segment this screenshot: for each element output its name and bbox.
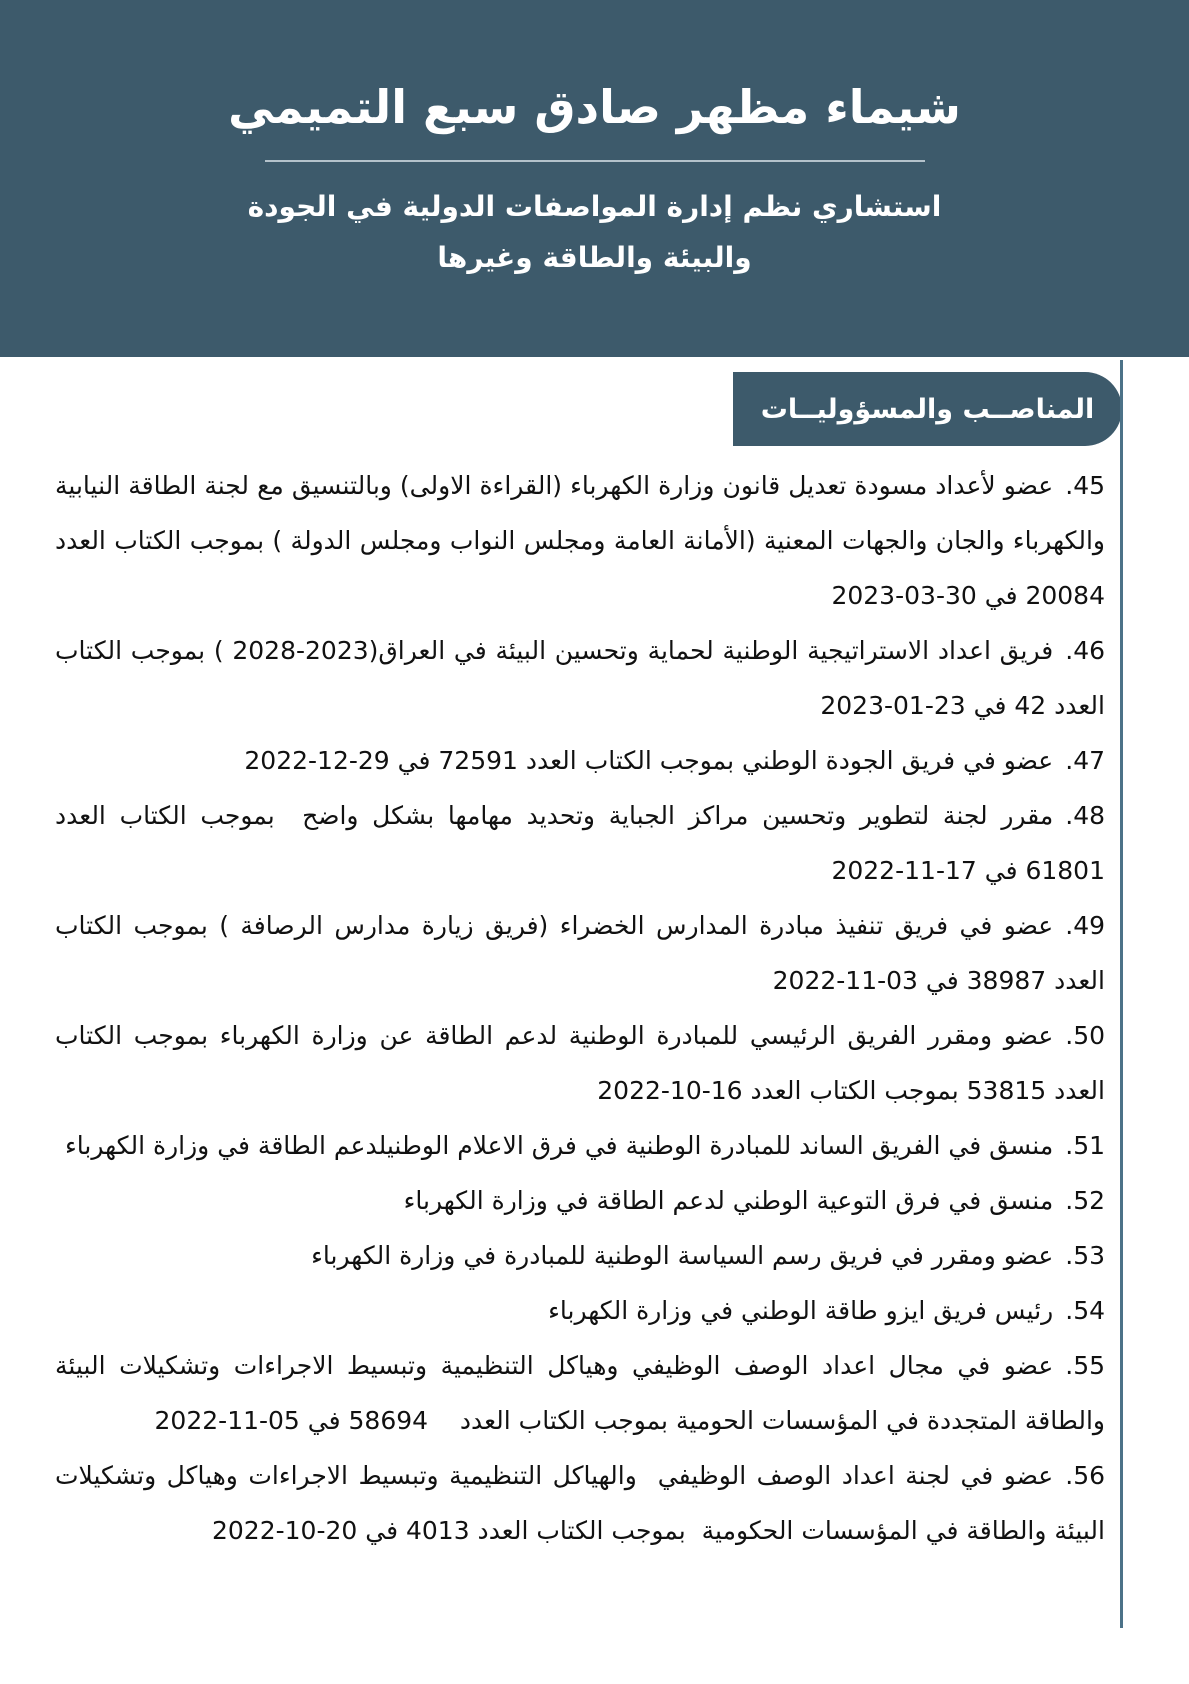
list-item-number: 47.	[1065, 746, 1105, 775]
section-title-pill	[733, 372, 1122, 446]
list-item-text: عضو في فريق الجودة الوطني بموجب الكتاب العدد 72591 في 29-12-2022	[244, 746, 1054, 775]
person-title-line1: استشاري نظم إدارة المواصفات الدولية في الجودة	[247, 190, 942, 224]
person-title	[248, 182, 942, 283]
list-item-text: مقرر لجنة لتطوير وتحسين مراكز الجباية وتحديد مهامها بشكل واضح بموجب الكتاب العدد 61801 في 17-11-2022	[55, 801, 1105, 885]
list-item-number: 52.	[1065, 1186, 1105, 1215]
accent-vertical-rule	[1120, 360, 1123, 1628]
list-item	[55, 458, 1105, 623]
list-item-text: رئيس فريق ايزو طاقة الوطني في وزارة الكهرباء	[548, 1296, 1054, 1325]
header	[0, 0, 1189, 357]
list-item-number: 48.	[1065, 801, 1105, 830]
list-item-number: 46.	[1065, 636, 1105, 665]
list-item-number: 50.	[1065, 1021, 1105, 1050]
list-item-text: عضو في لجنة اعداد الوصف الوظيفي والهياكل التنظيمية وتبسيط الاجراءات وهياكل وتشكيلات البيئة والطاقة في المؤسسات الحكومية بموجب الكتاب العدد 4013 في 20-10-2022	[55, 1461, 1105, 1545]
list-item	[55, 1008, 1105, 1118]
list-item-text: عضو ومقرر في فريق رسم السياسة الوطنية للمبادرة في وزارة الكهرباء	[311, 1241, 1054, 1270]
list-item	[55, 623, 1105, 733]
list-item-number: 54.	[1065, 1296, 1105, 1325]
list-item-number: 53.	[1065, 1241, 1105, 1270]
person-name: شيماء مظهر صادق سبع التميمي	[228, 80, 961, 135]
section-title: المناصــب والمسؤوليــات	[760, 393, 1095, 425]
list-item	[55, 1228, 1105, 1283]
section-header-row	[0, 372, 1189, 446]
list-item-number: 56.	[1065, 1461, 1105, 1490]
list-item-text: عضو في فريق تنفيذ مبادرة المدارس الخضراء (فريق زيارة مدارس الرصافة ) بموجب الكتاب العدد 38987 في 03-11-2022	[55, 911, 1105, 995]
list-item	[55, 733, 1105, 788]
list-item-number: 51.	[1065, 1131, 1105, 1160]
positions-list	[55, 458, 1105, 1558]
list-item	[55, 1448, 1105, 1558]
list-item	[55, 788, 1105, 898]
list-item-number: 45.	[1065, 471, 1105, 500]
list-item-number: 55.	[1065, 1351, 1105, 1380]
list-item-text: عضو في مجال اعداد الوصف الوظيفي وهياكل التنظيمية وتبسيط الاجراءات وتشكيلات البيئة والطاقة المتجددة في المؤسسات الحومية بموجب الكتاب العدد 58694 في 05-11-2022	[55, 1351, 1105, 1435]
list-item-number: 49.	[1065, 911, 1105, 940]
list-item	[55, 1283, 1105, 1338]
list-item	[55, 1173, 1105, 1228]
list-item	[55, 898, 1105, 1008]
list-item-text: عضو لأعداد مسودة تعديل قانون وزارة الكهرباء (القراءة الاولى) وبالتنسيق مع لجنة الطاقة النيابية والكهرباء والجان والجهات المعنية (الأمانة العامة ومجلس النواب ومجلس الدولة ) بموجب الكتاب العدد 20084 في 30-03-2023	[55, 471, 1105, 610]
list-item-text: عضو ومقرر الفريق الرئيسي للمبادرة الوطنية لدعم الطاقة عن وزارة الكهرباء بموجب الكتاب العدد 53815 بموجب الكتاب العدد 16-10-2022	[55, 1021, 1105, 1105]
list-item-text: منسق في الفريق الساند للمبادرة الوطنية في فرق الاعلام الوطنيلدعم الطاقة في وزارة الكهرباء	[65, 1131, 1054, 1160]
list-item	[55, 1338, 1105, 1448]
header-divider	[265, 160, 925, 162]
list-item-text: منسق في فرق التوعية الوطني لدعم الطاقة في وزارة الكهرباء	[403, 1186, 1054, 1215]
list-item-text: فريق اعداد الاستراتيجية الوطنية لحماية وتحسين البيئة في العراق(2023-2028 ) بموجب الكتاب العدد 42 في 23-01-2023	[55, 636, 1105, 720]
person-title-line2: والبيئة والطاقة وغيرها	[437, 240, 752, 274]
list-item	[55, 1118, 1105, 1173]
